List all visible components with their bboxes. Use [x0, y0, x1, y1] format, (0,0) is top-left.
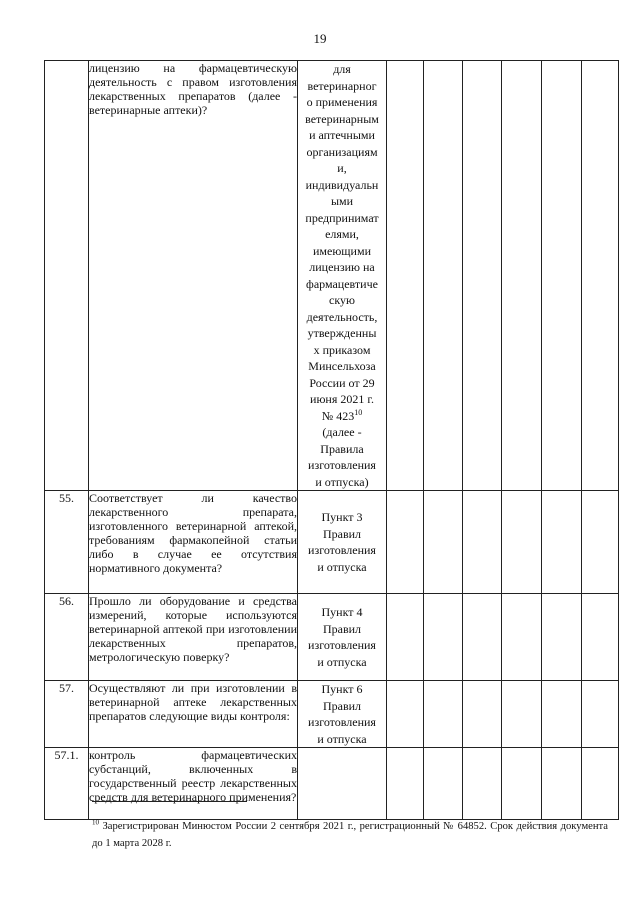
reference-line: изготовления [308, 458, 376, 472]
answer-cell [387, 681, 424, 748]
reference-line [298, 408, 386, 425]
reference-line: и отпуска) [315, 474, 369, 489]
reference-line: ыми [330, 194, 354, 208]
reference-line: июня 2021 г. [310, 392, 374, 406]
item-number: 57. [45, 681, 89, 748]
item-number [45, 61, 89, 491]
footnote-text: Зарегистрирован Минюстом России 2 сентября 2021 г., регистрационный № 64852. Срок действия документа до 1 марта 2028 г. [92, 821, 608, 849]
answer-cell [424, 594, 463, 681]
question-text: Соответствует ли качество лекарственного препарата, изготовленного ветеринарной аптекой, требованиям фармакопейной статьи либо в случае ее отсутствия нормативного документа? [89, 491, 298, 594]
reference-line: Пункт 3 [321, 510, 363, 524]
reference-line: изготовления [308, 715, 376, 729]
reference-line: и отпуска [317, 731, 367, 746]
reference-line: деятельность, [306, 309, 378, 324]
legal-reference [298, 491, 387, 594]
table-row [45, 748, 619, 820]
answer-cell [542, 61, 582, 491]
reference-line: индивидуальн [305, 177, 379, 192]
legal-reference [298, 594, 387, 681]
answer-cell [542, 748, 582, 820]
answer-cell [424, 491, 463, 594]
question-text: Осуществляют ли при изготовлении в ветеринарной аптеке лекарственных препаратов следующие виды контроля: [89, 681, 298, 748]
reference-line: Правил [322, 698, 362, 713]
reference-line: имеющими [313, 243, 371, 258]
reference-line: и отпуска [317, 559, 367, 574]
answer-cell [463, 594, 502, 681]
answer-cell [463, 491, 502, 594]
question-text: лицензию на фармацевтическую деятельность с правом изготовления лекарственных препаратов (далее - ветеринарные аптеки)? [89, 61, 298, 491]
reference-line: изготовления [308, 638, 376, 652]
legal-reference [298, 681, 387, 748]
answer-cell [424, 681, 463, 748]
answer-cell [582, 491, 619, 594]
reference-line: елями, [325, 227, 359, 241]
reference-line: скую [329, 293, 355, 307]
answer-cell [463, 681, 502, 748]
table-row [45, 681, 619, 748]
question-text: Прошло ли оборудование и средства измерений, которые используются ветеринарной аптекой при изготовлении лекарственных препаратов, метрологическую поверку? [89, 594, 298, 681]
item-number: 56. [45, 594, 89, 681]
reference-line: предпринимат [305, 210, 379, 225]
answer-cell [542, 491, 582, 594]
answer-cell [582, 748, 619, 820]
reference-line: о применения [306, 95, 378, 109]
reference-line: (далее - [322, 425, 362, 439]
reference-line: изготовления [308, 543, 376, 557]
question-text: контроль фармацевтических субстанций, включенных в государственный реестр лекарственных средств для ветеринарного применения? [89, 748, 298, 820]
reference-line: для [333, 62, 351, 76]
legal-reference [298, 61, 387, 491]
answer-cell [387, 61, 424, 491]
reference-line: Правил [322, 526, 362, 541]
answer-cell [502, 681, 542, 748]
answer-cell [502, 61, 542, 491]
answer-cell [502, 491, 542, 594]
answer-cell [582, 681, 619, 748]
answer-cell [502, 748, 542, 820]
reference-line: и, [337, 161, 347, 175]
reference-line: Пункт 4 [321, 605, 363, 619]
answer-cell [387, 594, 424, 681]
answer-cell [502, 594, 542, 681]
table-row [45, 594, 619, 681]
page-number: 19 [313, 31, 327, 46]
reference-line: ветеринарног [307, 78, 377, 93]
item-number: 57.1. [45, 748, 89, 820]
reference-line: Минсельхоза [308, 359, 376, 373]
item-number: 55. [45, 491, 89, 594]
reference-line: Правил [322, 621, 362, 636]
answer-cell [387, 491, 424, 594]
reference-line: и аптечными [309, 128, 375, 142]
reference-line: организациям [306, 144, 378, 159]
answer-cell [463, 748, 502, 820]
reference-line: утвержденны [307, 326, 377, 340]
checklist-table [44, 60, 619, 820]
reference-line: ветеринарным [305, 111, 379, 126]
answer-cell [542, 681, 582, 748]
answer-cell [387, 748, 424, 820]
reference-line: лицензию на [309, 260, 375, 274]
answer-cell [582, 61, 619, 491]
answer-cell [582, 594, 619, 681]
answer-cell [424, 748, 463, 820]
reference-line: фармацевтиче [306, 276, 378, 291]
answer-cell [424, 61, 463, 491]
answer-cell [463, 61, 502, 491]
footnote-mark: 10 [92, 818, 99, 827]
footnote-reference-mark: 10 [354, 407, 363, 417]
reference-line: Пункт 6 [321, 682, 363, 696]
footnote-rule [92, 801, 247, 802]
reference-line: х приказом [313, 342, 371, 357]
answer-cell [542, 594, 582, 681]
table-row [45, 491, 619, 594]
reference-line-text: № 423 [321, 408, 355, 423]
table-row [45, 61, 619, 491]
legal-reference [298, 748, 387, 820]
reference-line: и отпуска [317, 654, 367, 669]
footnote [92, 818, 608, 852]
reference-line: Правила [320, 441, 364, 456]
reference-line: России от 29 [309, 375, 375, 390]
